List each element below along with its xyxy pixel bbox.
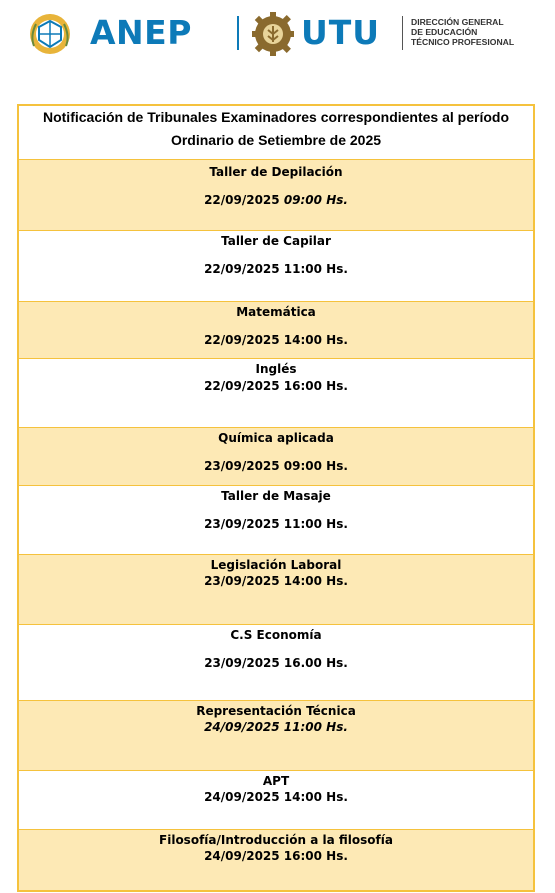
anep-logo-text: ANEP bbox=[90, 13, 192, 52]
exam-subject: Inglés bbox=[255, 362, 297, 376]
exam-date: 22/09/2025 bbox=[204, 193, 280, 207]
table-row bbox=[19, 701, 533, 771]
exam-subject: Taller de Capilar bbox=[221, 234, 331, 248]
dgetp-line: DIRECCIÓN GENERAL bbox=[411, 17, 504, 27]
exam-datetime: 23/09/2025 14:00 Hs. bbox=[204, 574, 348, 588]
exam-datetime: 24/09/2025 16:00 Hs. bbox=[204, 849, 348, 863]
exam-subject: Representación Técnica bbox=[196, 704, 356, 718]
exam-subject: Taller de Depilación bbox=[209, 165, 343, 179]
table-row bbox=[19, 771, 533, 830]
exam-subject: Legislación Laboral bbox=[210, 558, 342, 572]
exam-subject: Matemática bbox=[236, 305, 316, 319]
header-logos bbox=[28, 10, 538, 56]
table-row bbox=[19, 428, 533, 486]
uruguay-shield-logo bbox=[28, 12, 72, 56]
dgetp-line: DE EDUCACIÓN bbox=[411, 27, 478, 37]
table-title-line: Ordinario de Setiembre de 2025 bbox=[170, 132, 382, 148]
table-title-line: Notificación de Tribunales Examinadores correspondientes al período bbox=[42, 109, 509, 125]
exam-datetime: 22/09/2025 11:00 Hs. bbox=[204, 262, 348, 276]
exam-subject: Taller de Masaje bbox=[221, 489, 331, 503]
exam-subject: APT bbox=[262, 774, 290, 788]
table-row bbox=[19, 302, 533, 359]
table-row bbox=[19, 160, 533, 231]
table-title bbox=[19, 106, 533, 160]
table-row bbox=[19, 231, 533, 302]
exam-datetime: 22/09/2025 14:00 Hs. bbox=[204, 333, 348, 347]
dgetp-line: TÉCNICO PROFESIONAL bbox=[411, 37, 515, 47]
exam-subject: Filosofía/Introducción a la filosofía bbox=[159, 833, 393, 847]
exam-tribunal-table bbox=[17, 104, 535, 892]
utu-logo-text: UTU bbox=[301, 13, 381, 52]
exam-time: 09:00 Hs. bbox=[283, 193, 348, 207]
utu-gear-logo bbox=[252, 12, 294, 56]
table-row bbox=[19, 555, 533, 625]
exam-datetime: 22/09/2025 16:00 Hs. bbox=[204, 379, 348, 393]
exam-datetime: 23/09/2025 09:00 Hs. bbox=[204, 459, 348, 473]
exam-datetime: 24/09/2025 14:00 Hs. bbox=[204, 790, 348, 804]
table-row bbox=[19, 830, 533, 890]
exam-datetime: 23/09/2025 16.00 Hs. bbox=[204, 656, 348, 670]
exam-subject: C.S Economía bbox=[230, 628, 322, 642]
table-row bbox=[19, 359, 533, 428]
exam-datetime bbox=[19, 193, 533, 207]
exam-datetime: 24/09/2025 11:00 Hs. bbox=[204, 720, 348, 734]
dgetp-label bbox=[411, 17, 514, 47]
logo-separator bbox=[237, 16, 239, 50]
logo-separator bbox=[402, 16, 403, 50]
exam-datetime: 23/09/2025 11:00 Hs. bbox=[204, 517, 348, 531]
exam-subject: Química aplicada bbox=[218, 431, 334, 445]
table-row bbox=[19, 625, 533, 701]
table-row bbox=[19, 486, 533, 555]
